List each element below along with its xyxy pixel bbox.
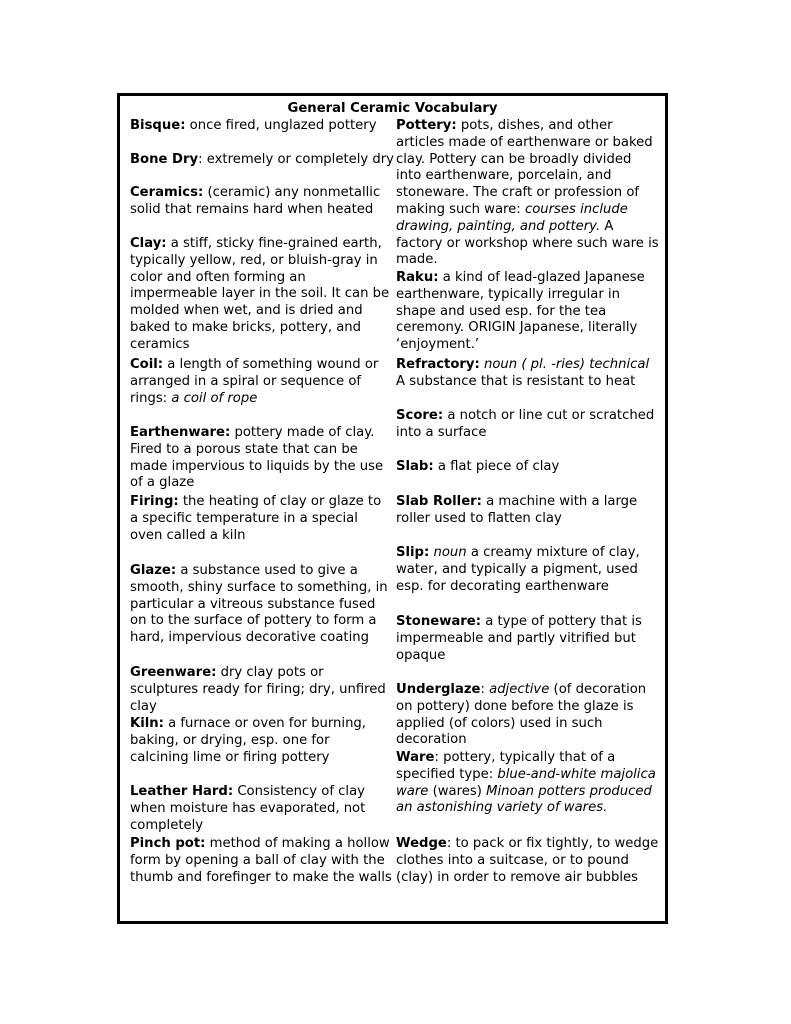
term: Ceramics:: [130, 185, 204, 200]
term: Slab:: [396, 459, 434, 474]
example: courses include drawing, painting, and pottery.: [396, 201, 628, 234]
term: Earthenware:: [130, 425, 231, 440]
definition: (of decoration on pottery) done before the glaze is applied (of colors) used in such decoration: [396, 682, 647, 748]
term: Underglaze: [396, 682, 481, 697]
definition: : to pack or fix tightly, to wedge clothes into a suitcase, or to pound (clay) in order to remove air bubbles: [396, 836, 659, 885]
page-title: General Ceramic Vocabulary: [287, 101, 498, 116]
definition: a flat piece of clay: [437, 459, 560, 474]
entry-raku: [396, 270, 660, 354]
part-of-speech: adjective: [489, 682, 550, 697]
term: Pinch pot:: [130, 836, 206, 851]
entry-score: [396, 408, 660, 442]
entry-pottery: [396, 118, 660, 269]
term: Score:: [396, 408, 444, 423]
term: Refractory:: [396, 357, 480, 372]
entry-coil: [130, 357, 392, 407]
term: Firing:: [130, 494, 179, 509]
term: Coil:: [130, 357, 164, 372]
example: blue-and-white majolica ware: [396, 766, 656, 799]
term: Ware: [396, 750, 435, 765]
entry-wedge: [396, 836, 660, 886]
definition-end: A factory or workshop where such ware is made.: [396, 218, 659, 268]
entry-bisque: [130, 118, 392, 135]
term: Slab Roller:: [396, 494, 482, 509]
term: Bone Dry: [130, 152, 199, 167]
definition: a stiff, sticky fine-grained earth, typically yellow, red, or bluish-gray in color and often forming an impermeable layer in the soil. It can be molded when wet, and is dried and baked to make bricks, pottery, and ceramics: [130, 236, 390, 352]
term: Slip:: [396, 545, 430, 560]
entry-ceramics: [130, 185, 392, 219]
definition: a type of pottery that is impermeable and partly vitrified but opaque: [396, 614, 642, 663]
part-of-speech: noun: [433, 545, 467, 560]
definition: : extremely or completely dry: [198, 152, 394, 167]
entry-bone-dry: [130, 152, 392, 169]
term: Pottery:: [396, 118, 457, 133]
entry-ware: [396, 750, 660, 817]
entry-slab: [396, 459, 660, 476]
term: Wedge: [396, 836, 447, 851]
entry-slip: [396, 545, 660, 595]
definition: : pottery, typically that of a specified type:: [396, 750, 616, 782]
term: Bisque:: [130, 118, 186, 133]
example: a coil of rope: [171, 390, 258, 406]
entry-firing: [130, 494, 392, 544]
entry-underglaze: Underglaze: adjective (of decoration on pottery) done before the glaze is applied (of colors) used in such decoration: [396, 682, 647, 748]
definition-mid: (wares): [432, 783, 482, 799]
definition: a furnace or oven for burning, baking, or drying, esp. one for calcining lime or firing pottery: [130, 716, 366, 765]
term: Clay:: [130, 236, 167, 251]
definition: pottery made of clay. Fired to a porous state that can be made impervious to liquids by the use of a glaze: [130, 425, 384, 491]
definition: A substance that is resistant to heat: [396, 373, 636, 389]
definition: a length of something wound or arranged in a spiral or sequence of rings:: [130, 357, 379, 406]
term: Glaze:: [130, 563, 177, 578]
entry-pinch-pot: [130, 836, 392, 886]
definition: a notch or line cut or scratched into a surface: [396, 408, 655, 440]
vocabulary-box: [117, 93, 668, 924]
example-2: Minoan potters produced an astonishing variety of wares.: [396, 783, 652, 816]
definition: pots, dishes, and other articles made of earthenware or baked clay. Pottery can be broadly divided into earthenware, porcelain, and stoneware. The craft or profession of making such ware:: [396, 118, 653, 217]
definition: a machine with a large roller used to flatten clay: [396, 494, 638, 526]
definition: a creamy mixture of clay, water, and typically a pigment, used esp. for decorating earthenware: [396, 545, 640, 594]
term: Leather Hard:: [130, 784, 234, 799]
term: Stoneware:: [396, 614, 481, 629]
entry-clay: [130, 236, 392, 354]
entry-refractory: [396, 357, 660, 391]
term: Greenware:: [130, 665, 217, 680]
definition: (ceramic) any nonmetallic solid that remains hard when heated: [130, 185, 381, 217]
entry-slab-roller: [396, 494, 660, 528]
entry-stoneware: [396, 614, 660, 664]
definition: method of making a hollow form by opening a ball of clay with the thumb and forefinger to make the walls: [130, 836, 392, 885]
definition: the heating of clay or glaze to a specific temperature in a special oven called a kiln: [130, 494, 382, 543]
entry-earthenware: [130, 425, 392, 492]
term: Kiln:: [130, 716, 164, 731]
definition: once fired, unglazed pottery: [189, 118, 377, 133]
entry-glaze: [130, 563, 392, 647]
part-of-speech: noun ( pl. -ries) technical: [484, 357, 650, 372]
definition: dry clay pots or sculptures ready for firing; dry, unfired clay: [130, 665, 386, 714]
entry-kiln: [130, 716, 392, 766]
definition: a kind of lead-glazed Japanese earthenware, typically irregular in shape and used esp. for the tea ceremony. ORIGIN Japanese, literally ‘enjoyment.’: [396, 270, 645, 353]
definition: Consistency of clay when moisture has evaporated, not completely: [130, 784, 366, 833]
entry-leather-hard: [130, 784, 392, 834]
entry-greenware: [130, 665, 392, 715]
term: Raku:: [396, 270, 439, 285]
definition: a substance used to give a smooth, shiny surface to something, in particular a vitreous substance fused on to the surface of pottery to form a hard, impervious decorative coating: [130, 563, 388, 646]
